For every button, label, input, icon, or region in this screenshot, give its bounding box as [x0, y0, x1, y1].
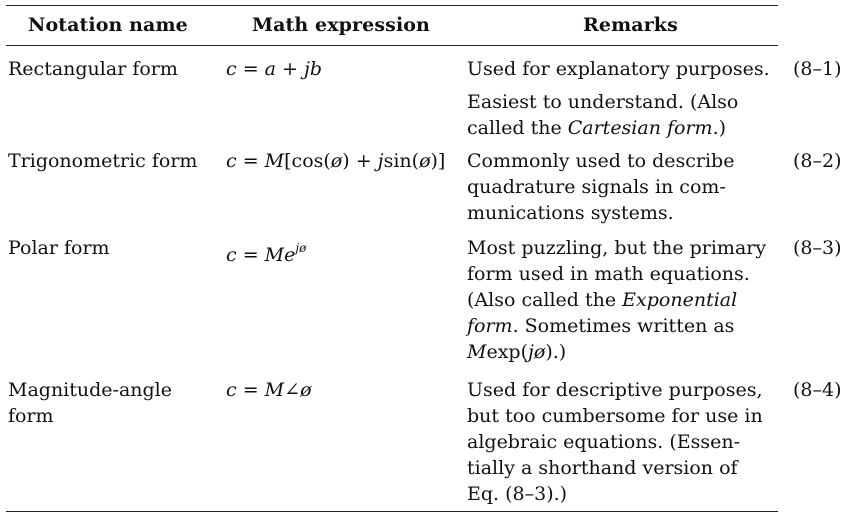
row3-remarks-line1: Most puzzling, but the primary: [467, 237, 767, 259]
row4-name-line2: form: [8, 405, 54, 427]
row3-name: Polar form: [8, 237, 110, 259]
row2-equation-number: (8–2): [793, 150, 842, 172]
header-math-expression: Math expression: [252, 14, 430, 36]
row4-remarks-line1: Used for descriptive purposes,: [467, 379, 763, 401]
header-remarks: Remarks: [583, 14, 678, 36]
row3-remarks-line5: Mexp(jø).): [467, 341, 567, 363]
row4-remarks-line2: but too cumbersome for use in: [467, 405, 763, 427]
row4-name-line1: Magnitude-angle: [8, 379, 173, 401]
row3-equation-number: (8–3): [793, 237, 842, 259]
row1-equation-number: (8–1): [793, 58, 842, 80]
bottom-rule: [6, 511, 778, 512]
row1-name: Rectangular form: [8, 58, 178, 80]
row3-remarks-line2: form used in math equations.: [467, 263, 750, 285]
row1-remarks-line3: called the Cartesian form.): [467, 117, 727, 139]
row3-remarks-line3: (Also called the Exponential: [467, 289, 738, 311]
row1-math: c = a + jb: [226, 58, 323, 80]
header-notation-name: Notation name: [28, 14, 188, 36]
row4-remarks-line3: algebraic equations. (Essen-: [467, 431, 741, 453]
row1-remarks-line1: Used for explanatory purposes.: [467, 58, 770, 80]
top-rule: [6, 5, 778, 6]
row2-remarks-line3: munications systems.: [467, 202, 674, 224]
row4-math: c = M∠ø: [226, 379, 312, 401]
row4-remarks-line5: Eq. (8–3).): [467, 483, 568, 505]
row2-remarks-line2: quadrature signals in com-: [467, 176, 726, 198]
row2-math: c = M[cos(ø) + jsin(ø)]: [226, 150, 446, 172]
header-rule: [6, 45, 778, 46]
row3-remarks-line4: form. Sometimes written as: [467, 315, 735, 337]
row4-equation-number: (8–4): [793, 379, 842, 401]
row4-remarks-line4: tially a shorthand version of: [467, 457, 738, 479]
row2-name: Trigonometric form: [8, 150, 198, 172]
row2-remarks-line1: Commonly used to describe: [467, 150, 735, 172]
row3-math: $c = Me^{jø}$: [226, 241, 307, 266]
row1-remarks-line2: Easiest to understand. (Also: [467, 91, 739, 113]
